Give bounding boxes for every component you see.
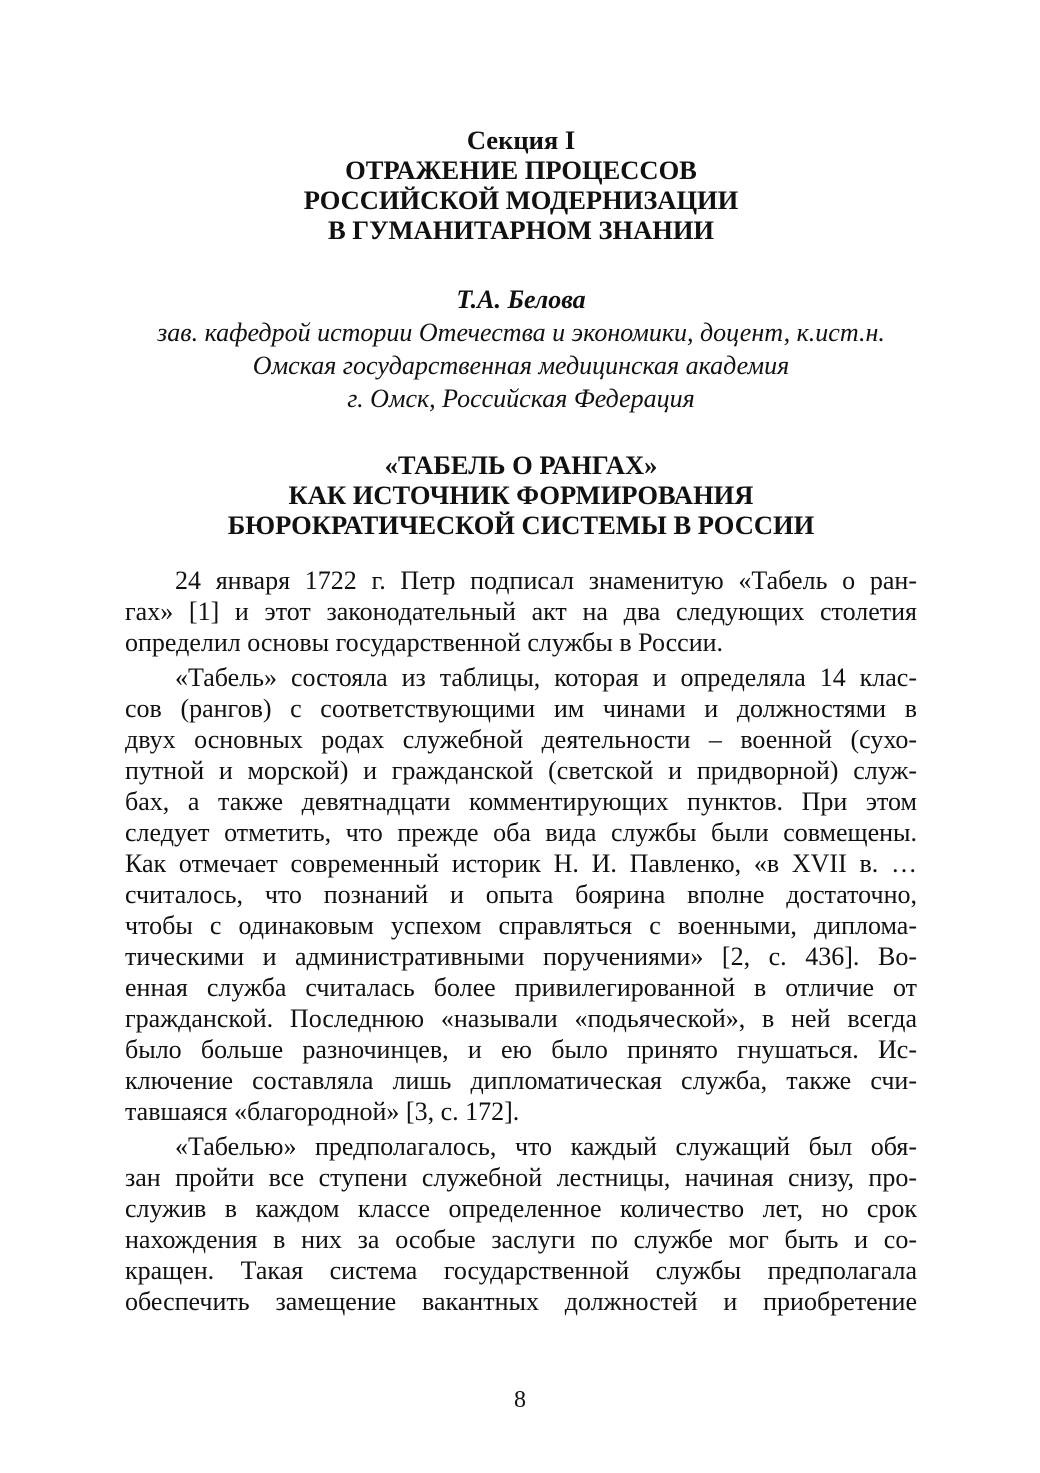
paragraph-line: бах, а также девятнадцати комментирующих пунктов. При этом (125, 787, 917, 816)
author-block (125, 283, 917, 415)
section-heading (125, 125, 917, 245)
paragraph (125, 662, 917, 1127)
paragraph-line: нахождения в них за особые заслуги по службе мог быть и со- (125, 1225, 917, 1254)
paragraph-line: енная служба считалась более привилегированной в отличие от (125, 973, 917, 1002)
paragraph-line: «Табель» состояла из таблицы, которая и определяла 14 клас- (175, 663, 917, 692)
paragraph-line: было больше разночинцев, и ею было принято гнушаться. Ис- (125, 1035, 917, 1064)
paragraph-line: 24 января 1722 г. Петр подписал знаменитую «Табель о ран- (175, 566, 917, 595)
section-title-line: В ГУМАНИТАРНОМ ЗНАНИИ (327, 215, 715, 245)
author-position: зав. кафедрой истории Отечества и экономики, доцент, к.ист.н. (157, 318, 885, 347)
section-title-line: РОССИЙСКОЙ МОДЕРНИЗАЦИИ (303, 185, 739, 215)
paragraph (125, 565, 917, 658)
paragraph-line: считалось, что познаний и опыта боярина вполне достаточно, (125, 880, 917, 909)
author-location: г. Омск, Российская Федерация (347, 384, 695, 413)
paragraph-line: ключение составляла лишь дипломатическая служба, также счи- (125, 1066, 917, 1095)
paragraph-line: тавшаяся «благородной» [3, с. 172]. (125, 1097, 520, 1126)
author-organization: Омская государственная медицинская академия (252, 351, 790, 380)
article-title-line: КАК ИСТОЧНИК ФОРМИРОВАНИЯ (288, 480, 754, 510)
paragraph-line: тическими и административными поручениями» [2, с. 436]. Во- (125, 942, 917, 971)
paragraph-line: двух основных родах служебной деятельности – военной (сухо- (125, 725, 917, 754)
paragraph-line: «Табелью» предполагалось, что каждый служащий был обя- (175, 1132, 917, 1161)
paragraph-line: определил основы государственной службы в России. (125, 628, 724, 657)
paragraph-line: зан пройти все ступени служебной лестницы, начиная снизу, про- (125, 1163, 917, 1192)
section-label: Секция I (466, 125, 576, 155)
paragraph (125, 1131, 917, 1317)
document-page (125, 125, 917, 1321)
paragraph-line: гражданской. Последнюю «называли «подьяческой», в ней всегда (125, 1004, 917, 1033)
page-number: 8 (514, 1387, 526, 1413)
article-title-line: «ТАБЕЛЬ О РАНГАХ» (384, 450, 658, 480)
paragraph-line: Как отмечает современный историк Н. И. Павленко, «в XVII в. … (125, 849, 917, 878)
paragraph-line: обеспечить замещение вакантных должностей и приобретение (125, 1287, 917, 1316)
paragraph-line: кращен. Такая система государственной службы предполагала (125, 1256, 917, 1285)
article-title (125, 450, 917, 540)
paragraph-line: следует отметить, что прежде оба вида службы были совмещены. (125, 818, 917, 847)
section-title-line: ОТРАЖЕНИЕ ПРОЦЕССОВ (345, 155, 697, 185)
paragraph-line: сов (рангов) с соответствующими им чинами и должностями в (125, 694, 917, 723)
paragraph-line: гах» [1] и этот законодательный акт на два следующих столетия (125, 597, 917, 626)
paragraph-line: чтобы с одинаковым успехом справляться с военными, диплома- (125, 911, 917, 940)
author-name: Т.А. Белова (456, 285, 586, 314)
paragraph-line: служив в каждом классе определенное количество лет, но срок (125, 1194, 917, 1223)
article-title-line: БЮРОКРАТИЧЕСКОЙ СИСТЕМЫ В РОССИИ (227, 510, 815, 540)
article-body (125, 565, 917, 1317)
paragraph-line: путной и морской) и гражданской (светской и придворной) служ- (125, 756, 917, 785)
